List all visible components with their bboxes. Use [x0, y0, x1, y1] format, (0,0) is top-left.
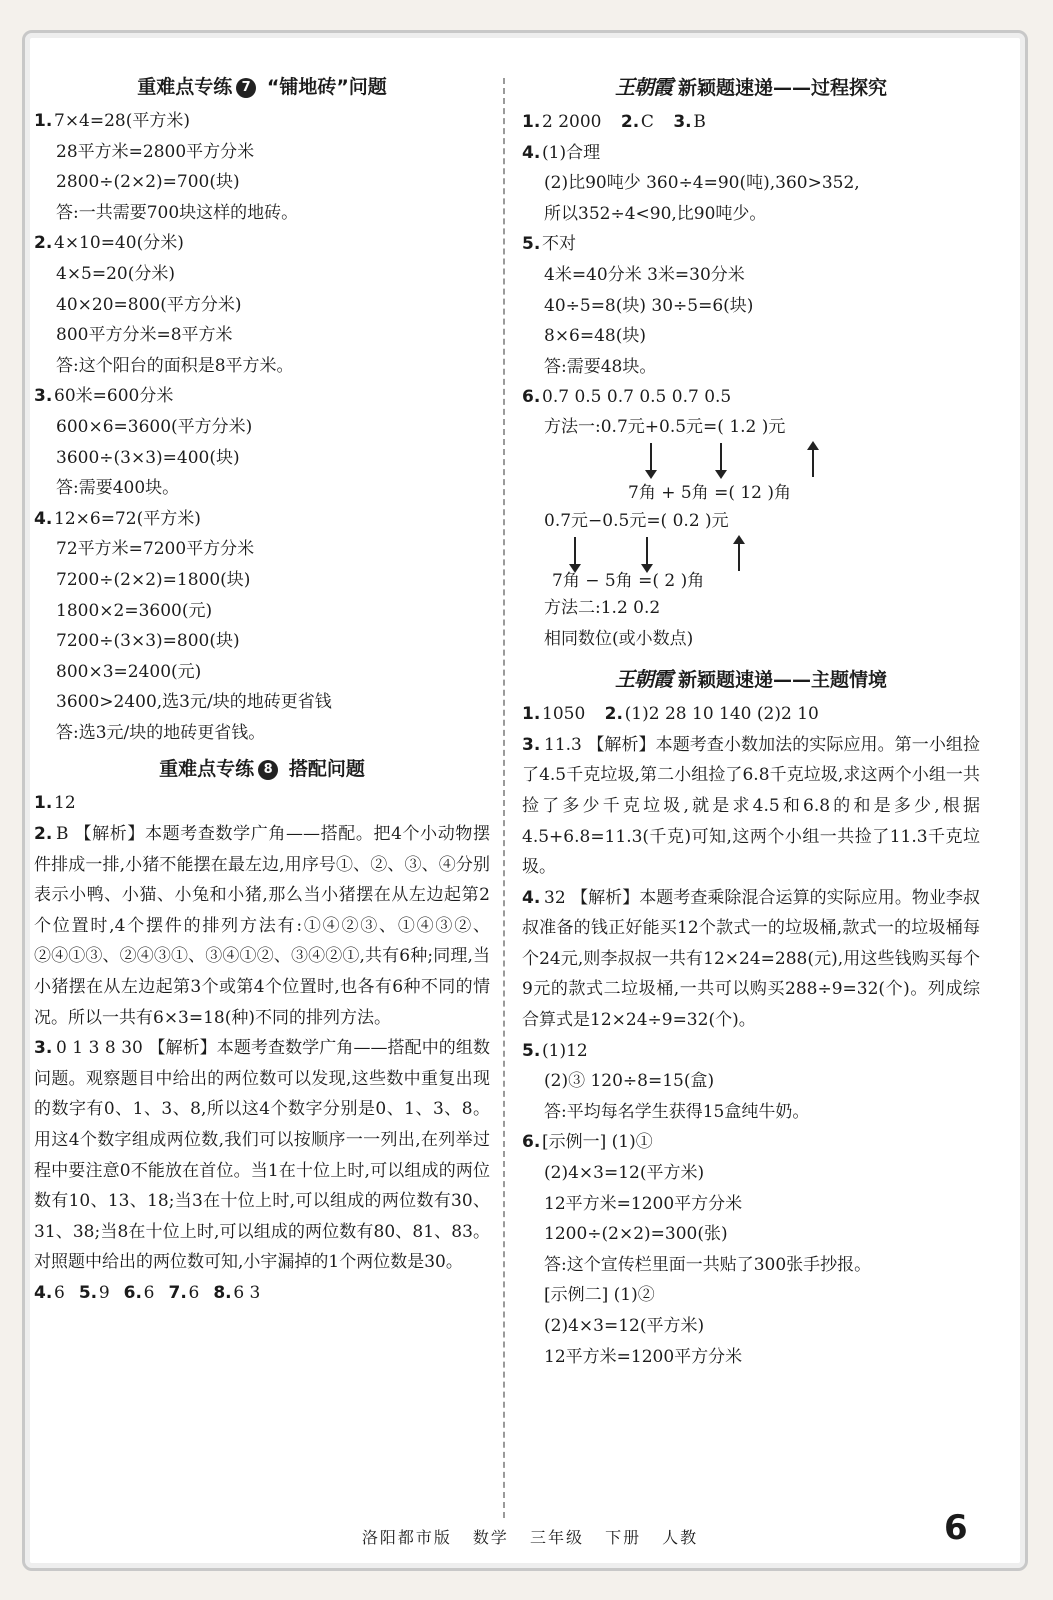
answer-line: 800×3=2400(元) [56, 661, 202, 682]
page-number: 6 [944, 1508, 968, 1548]
answer-line: (2)4×3=12(平方米) [544, 1316, 705, 1336]
answer-line: 72平方米=7200平方分米 [56, 539, 255, 560]
answer-line: 3600÷(3×3)=400(块) [56, 447, 240, 468]
answer-line: 28平方米=2800平方分米 [56, 141, 255, 162]
answer-line: (2)③ 120÷8=15(盒) [544, 1071, 715, 1092]
answer-item: 1. 7×4=28(平方米) [34, 111, 191, 131]
arrow-down [720, 443, 722, 477]
answer-line: 600×6=3600(平方分米) [56, 416, 253, 437]
answer-item: 6. 0.7 0.5 0.7 0.5 0.7 0.5 [522, 387, 732, 408]
answer-line: 12平方米=1200平方分米 [544, 1193, 743, 1214]
answer-item: 4. 32 【解析】本题考查乘除混合运算的实际应用。物业李叔叔准备的钱正好能买12个款式一的垃圾桶,款式一的垃圾桶每个24元,则李叔叔一共有12×24=288(元),用这些钱购买每个9元的款式二垃圾桶,一共可以购买288÷9=32(个)。列成综合算式是12×24÷9=32(个)。 [522, 887, 980, 1031]
answer-item: 5. (1)12 [522, 1040, 588, 1061]
answer-item: 4. 12×6=72(平方米) [34, 508, 201, 529]
answer-item: 2. B 【解析】本题考查数学广角——搭配。把4个小动物摆件排成一排,小猪不能摆在最左边,用序号①、②、③、④分别表示小鸭、小猫、小兔和小猪,那么当小猪摆在从左边起第2个位置时,4个摆件的排列方法有:①④②③、①④③②、②④①③、②④③①、③④①②、③④②①,共有6种;同理,当小猪摆在从左边起第3个或第4个位置时,也各有6种不同的情况。所以一共有6×3=18(种)不同的排列方法。 [34, 824, 490, 1028]
answer-item: 3. 60米=600分米 [34, 386, 174, 407]
arrow-down [650, 443, 652, 477]
answer-line: 8×6=48(块) [544, 326, 647, 347]
answer-line: 答:这个阳台的面积是8平方米。 [56, 355, 294, 376]
method-two-jiao: 7角 − 5角 =( 2 )角 [552, 570, 705, 591]
answer-line: 方法二:1.2 0.2 [544, 597, 661, 618]
answer-line: 40×20=800(平方分米) [56, 294, 242, 315]
answer-line: 4米=40分米 3米=30分米 [544, 264, 745, 285]
answer-item: 4. 6 5. 9 6. 6 7. 6 8. 6 3 [34, 1282, 261, 1303]
answer-line: [示例二] (1)② [544, 1285, 655, 1306]
answer-line: 12平方米=1200平方分米 [544, 1346, 743, 1367]
section-title-8: 重难点专练 8 搭配问题 [159, 758, 365, 781]
method-one-yuan: 方法一:0.7元+0.5元=( 1.2 )元 [544, 416, 786, 437]
answer-line: 2800÷(2×2)=700(块) [56, 172, 240, 193]
arrow-up [738, 537, 740, 571]
section-number-badge: 8 [258, 760, 278, 780]
answer-item: 1. 2 2000 2. C 3. B [522, 112, 706, 132]
answer-item: 3. 0 1 3 8 30 【解析】本题考查数学广角——搭配中的组数问题。观察题目中给出的两位数可以发现,这些数中重复出现的数字有0、1、3、8,所以这4个数字分别是0、1、3、8。用这4个数字组成两位数,我们可以按顺序一一列出,在列举过程中要注意0不能放在首位。当1在十位上时,可以组成的两位数有10、13、18;当3在十位上时,可以组成的两位数有30、31、38;当8在十位上时,可以组成的两位数有80、81、83。对照题中给出的两位数可知,小宇漏掉的1个两位数是30。 [34, 1038, 490, 1273]
answer-line: 7200÷(2×2)=1800(块) [56, 569, 251, 590]
answer-line: 4×5=20(分米) [56, 263, 176, 284]
answer-line: 1200÷(2×2)=300(张) [544, 1224, 728, 1245]
answer-line: 答:需要400块。 [56, 478, 180, 499]
answer-line: 相同数位(或小数点) [544, 628, 694, 649]
answer-line: 答:这个宣传栏里面一共贴了300张手抄报。 [544, 1254, 872, 1275]
answer-line: 40÷5=8(块) 30÷5=6(块) [544, 295, 754, 316]
answer-item: 5. 不对 [522, 234, 576, 255]
section-title-process: 王朝霞 新颖题速递——过程探究 [614, 75, 887, 99]
arrow-down [646, 537, 648, 571]
answer-line: 答:一共需要700块这样的地砖。 [56, 202, 299, 223]
section-8-answers [34, 788, 490, 1308]
column-divider [503, 78, 505, 1518]
answer-line: 1800×2=3600(元) [56, 600, 213, 621]
answer-item: 3. 11.3 【解析】本题考查小数加法的实际应用。第一小组捡了4.5千克垃圾,第二小组捡了6.8千克垃圾,求这两个小组一共捡了多少千克垃圾,就是求4.5和6.8的和是多少,根据4.5+6.8=11.3(千克)可知,这两个小组一共捡了11.3千克垃圾。 [522, 734, 980, 878]
section-number-badge: 7 [236, 78, 256, 98]
section-title-7: 重难点专练 7 “铺地砖”问题 [137, 76, 387, 98]
method-two-yuan: 0.7元−0.5元=( 0.2 )元 [544, 510, 729, 531]
page-footer: 洛阳都市版 数学 三年级 下册 人教 [361, 1528, 699, 1547]
answer-item: 1. 1050 2. (1)2 28 10 140 (2)2 10 [522, 704, 819, 725]
answer-item: 1. 12 [34, 793, 76, 814]
section-title-theme: 王朝霞 新颖题速递——主题情境 [614, 667, 887, 692]
brand-logo: 王朝霞 [614, 75, 672, 99]
theme-answers [522, 699, 980, 1372]
answer-line: 800平方分米=8平方米 [56, 325, 233, 346]
arrow-down [574, 537, 576, 571]
answer-line: (2)4×3=12(平方米) [544, 1163, 705, 1184]
left-column [34, 72, 490, 1309]
answer-line: 7200÷(3×3)=800(块) [56, 631, 240, 652]
right-column [522, 72, 980, 1372]
answer-line: 所以352÷4<90,比90吨少。 [544, 203, 767, 224]
answer-item: 6. [示例一] (1)① [522, 1132, 653, 1153]
answer-line: 答:选3元/块的地砖更省钱。 [56, 722, 266, 743]
method-one-jiao: 7角 + 5角 =( 12 )角 [628, 482, 792, 503]
method-diagram [522, 413, 980, 593]
answer-item: 2. 4×10=40(分米) [34, 233, 184, 254]
brand-logo: 王朝霞 [614, 667, 672, 692]
answer-line: 答:需要48块。 [544, 356, 657, 377]
answer-line: 答:平均每名学生获得15盒纯牛奶。 [544, 1101, 810, 1122]
answer-item: 4. (1)合理 [522, 142, 601, 163]
section-7-answers [34, 106, 490, 748]
answer-line: 3600>2400,选3元/块的地砖更省钱 [56, 692, 332, 713]
answer-line: (2)比90吨少 360÷4=90(吨),360>352, [544, 173, 860, 194]
arrow-up [812, 443, 814, 477]
process-answers [522, 107, 980, 654]
